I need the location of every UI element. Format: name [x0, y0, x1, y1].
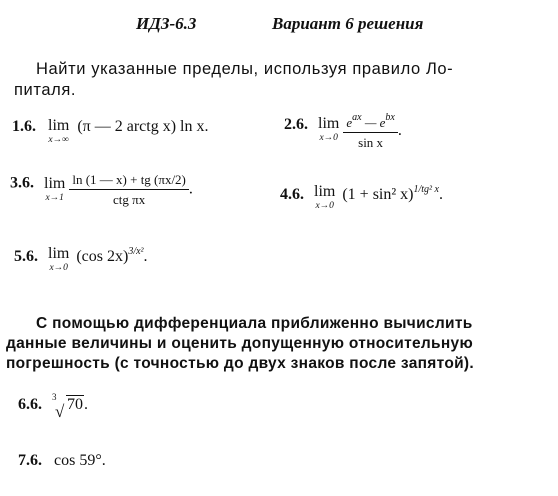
fraction	[69, 172, 189, 208]
problem-number: 1.6.	[12, 118, 36, 135]
fraction	[343, 112, 398, 151]
section2-line-2: данные величины и оценить допущенную относительную	[6, 335, 473, 352]
problem-3-6: 3.6. lim x→1 $\frac{\ln (1 — x) + tg (\pi x/2)}{\text{ctg πx}}$ .	[10, 172, 193, 207]
problem-expression: cos 59°.	[54, 452, 106, 469]
radical-index: 3	[52, 392, 57, 402]
limit-operator: lim x→1	[44, 175, 66, 203]
fraction-denominator: sin x	[358, 135, 384, 150]
problem-number: 7.6.	[18, 452, 42, 469]
intro-line-1: Найти указанные пределы, используя правило Ло-	[36, 60, 454, 78]
radicand: 70	[67, 396, 83, 413]
problem-7-6	[18, 452, 106, 470]
fraction-denominator: ctg πx	[113, 192, 146, 207]
problem-1-6	[12, 118, 209, 146]
problem-expression: (1 + sin² x)	[342, 186, 414, 203]
problem-number: 4.6.	[280, 186, 304, 203]
limit-operator: lim x→∞	[48, 117, 70, 145]
problem-expression: (cos 2x)	[76, 248, 129, 265]
variant-title: Вариант 6 решения	[272, 14, 424, 33]
section2-line-1: С помощью дифференциала приближенно вычислить	[36, 315, 473, 332]
intro-line-2: питаля.	[14, 81, 77, 99]
fraction-numerator: $e^{ax}$ — $e^{bx}$	[343, 112, 398, 133]
section2-line-3: погрешность (с точностью до двух знаков после запятой).	[6, 355, 474, 372]
problem-2-6: 2.6. lim x→0 $\frac{e^{ax} — e^{bx}}{\text{sin x}}$ .	[284, 112, 402, 150]
problem-number: 3.6.	[10, 174, 34, 192]
radical	[52, 392, 84, 421]
problem-expression: (π — 2 arctg x) ln x.	[77, 118, 209, 135]
exponent: 1/tg² x	[413, 184, 439, 195]
problem-number: 6.6.	[18, 396, 42, 413]
limit-operator: lim x→0	[48, 245, 70, 273]
exponent: 3/x²	[128, 246, 144, 257]
problem-5-6: 5.6. lim x→0 (cos 2x)$^{3/x^2}$.	[14, 245, 148, 273]
problem-6-6: 6.6. 3 √ 70.	[18, 392, 88, 421]
problem-4-6: 4.6. lim x→0 (1 + sin² x)$^{1/tg^2 x}$.	[280, 183, 443, 211]
fraction-numerator: ln (1 — x) + tg (πx/2)	[69, 172, 189, 190]
problem-number: 5.6.	[14, 248, 38, 265]
doc-title: ИДЗ-6.3	[136, 14, 197, 33]
limit-operator: lim x→0	[318, 115, 340, 143]
radical-sign-icon: √	[55, 402, 65, 421]
limit-operator: lim x→0	[314, 183, 336, 211]
problem-number: 2.6.	[284, 116, 308, 134]
